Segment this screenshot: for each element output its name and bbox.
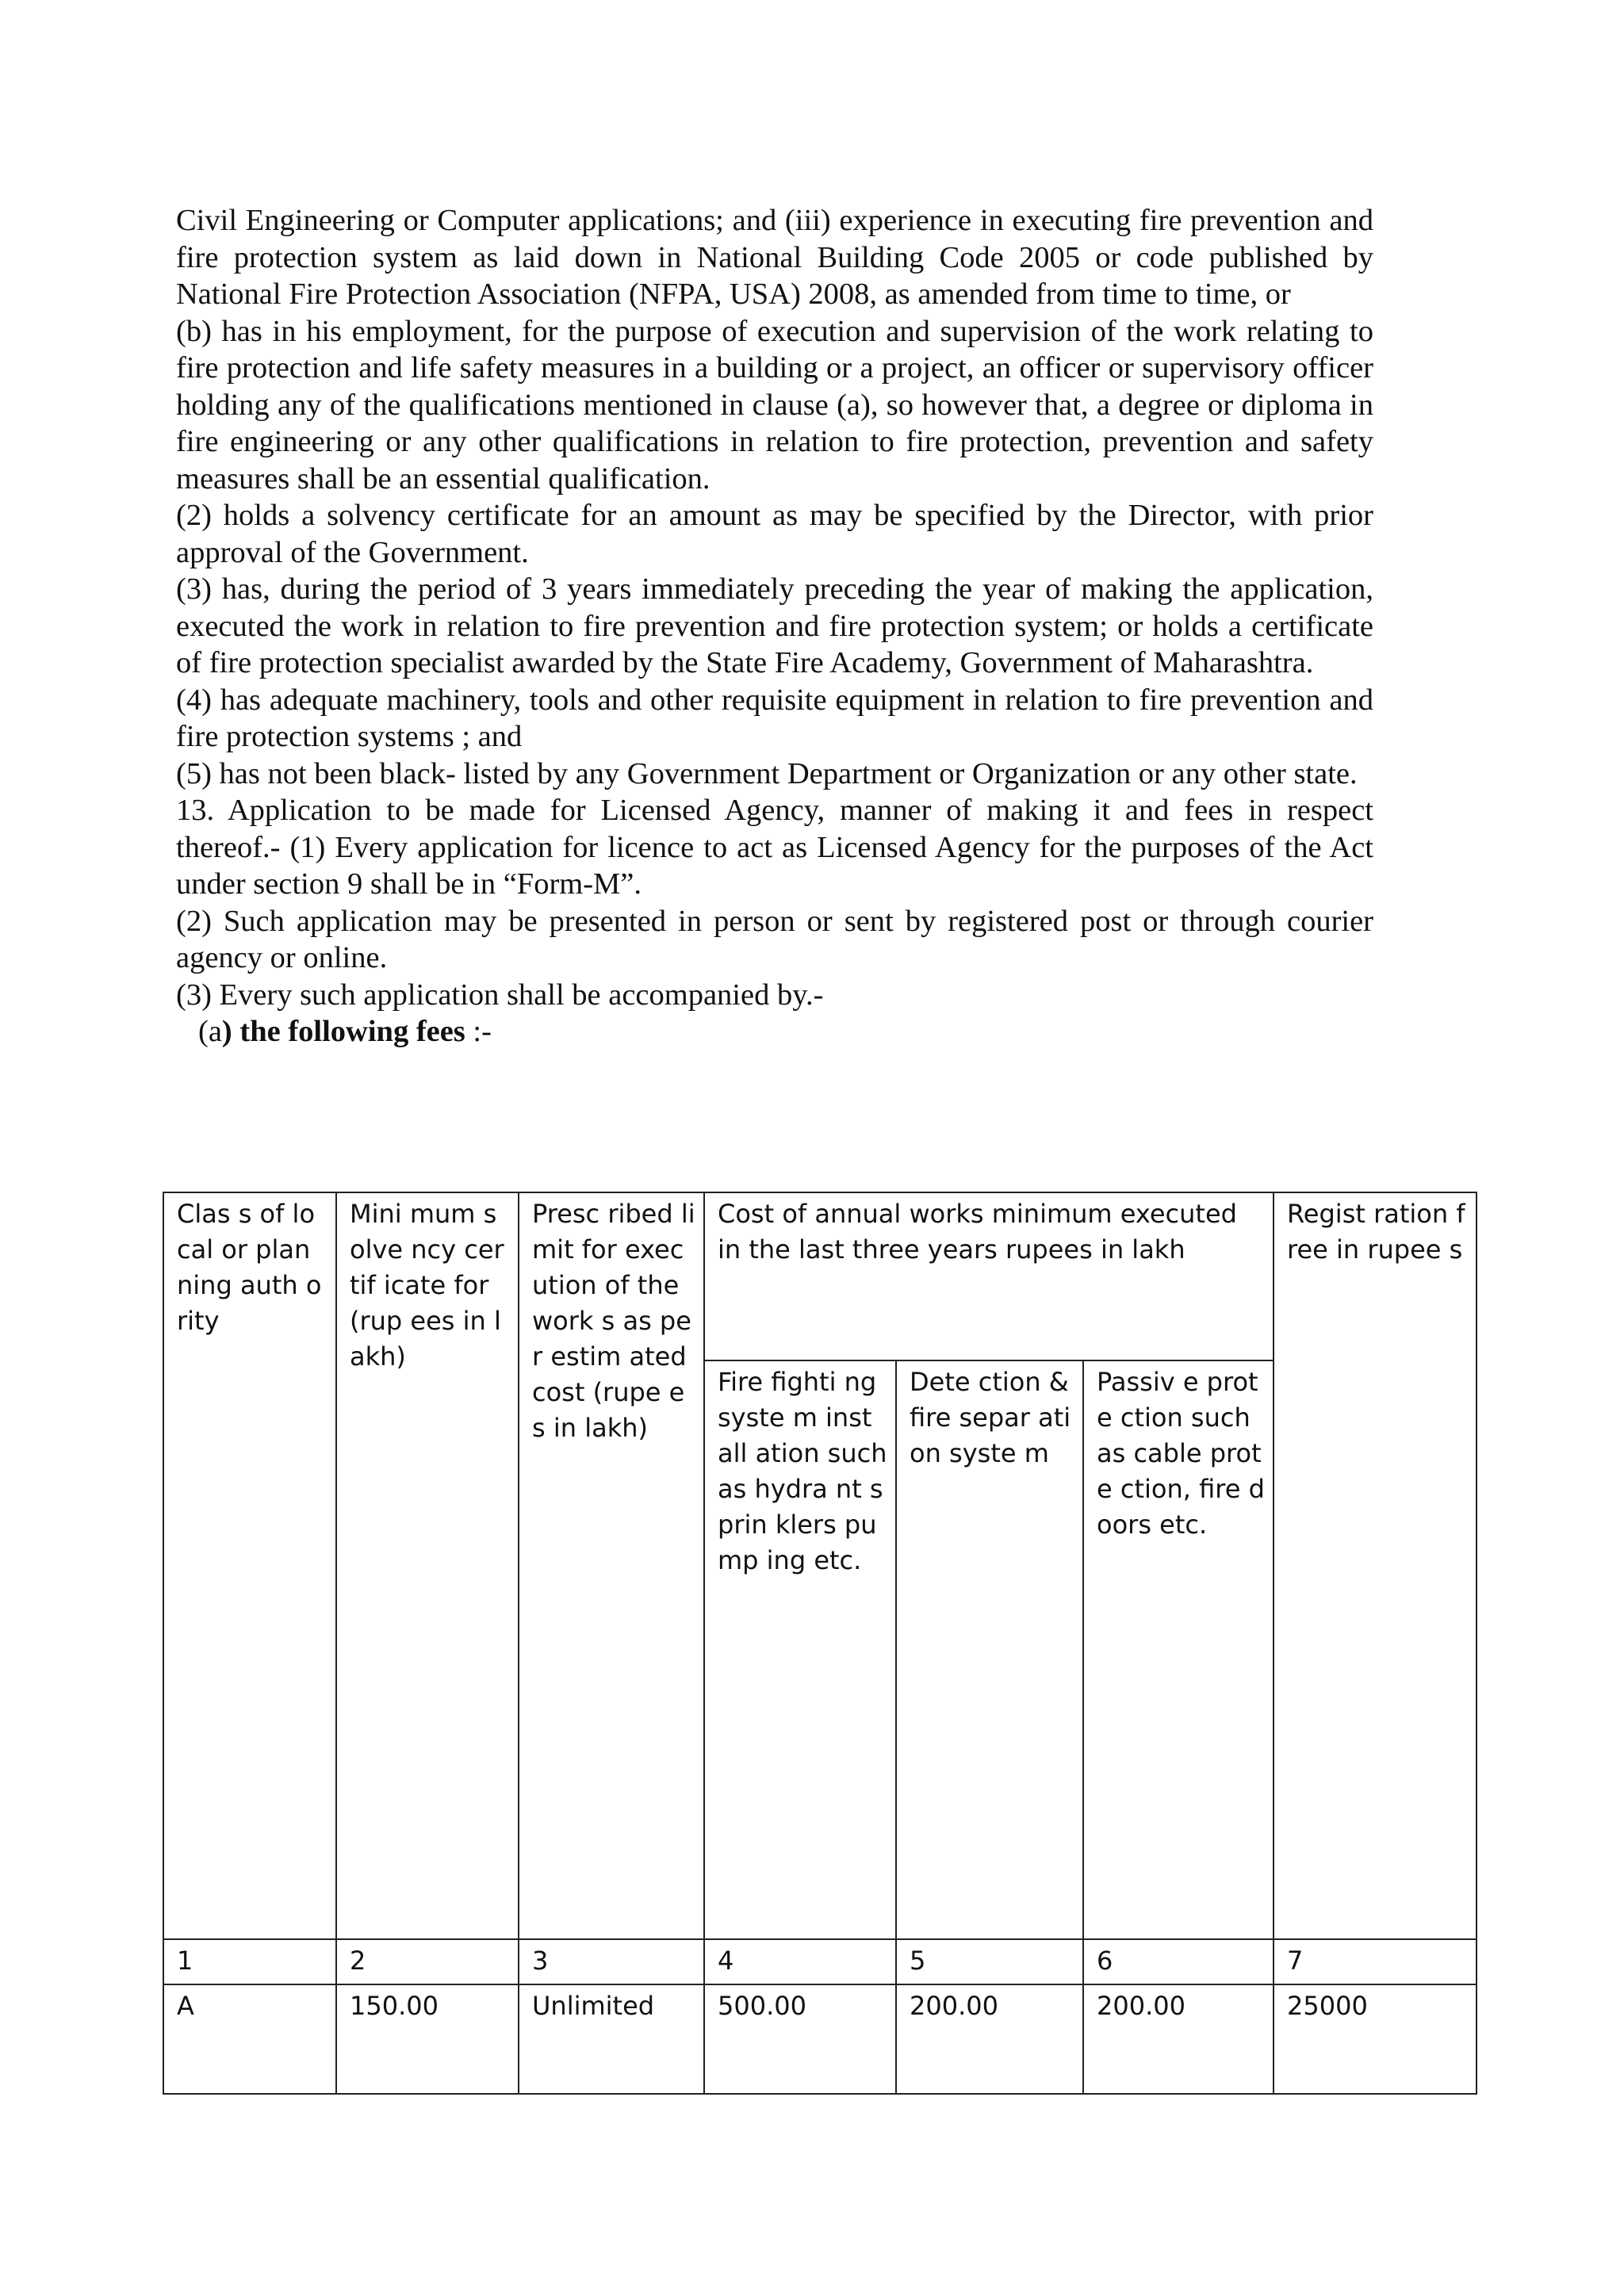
paragraph: (4) has adequate machinery, tools and other requisite equipment in relation to fire prevention and fire protection systems ; and xyxy=(176,683,1373,753)
table-cell: 5 xyxy=(896,1939,1083,1984)
header-passive: Passiv e prote ction such as cable prote ction, fire doors etc. xyxy=(1083,1360,1274,1939)
header-min-solvency: Mini mum solve ncy certif icate for (rup ees in lakh) xyxy=(336,1192,519,1939)
paragraph: (b) has in his employment, for the purpose of execution and supervision of the work relating to fire protection and life safety measures in a building or a project, an officer or supervisory officer holding any of the qualifications mentioned in clause (a), so however that, a degree or diploma in fire engineering or any other qualifications in relation to fire protection, prevention and safety measures shall be an essential qualification. xyxy=(176,314,1373,496)
header-detection: Dete ction & fire separ ation syste m xyxy=(896,1360,1083,1939)
header-class: Clas s of local or plan ning auth ority xyxy=(163,1192,336,1939)
fees-line-suffix: :- xyxy=(465,1015,492,1048)
table-cell: 200.00 xyxy=(896,1984,1083,2094)
table-cell: 6 xyxy=(1083,1939,1274,1984)
fees-line-bold: ) the following fees xyxy=(221,1015,465,1048)
table-cell: 3 xyxy=(519,1939,704,1984)
paragraph: (2) holds a solvency certificate for an amount as may be specified by the Director, with prior approval of the Government. xyxy=(176,499,1373,569)
paragraph: 13. Application to be made for Licensed Agency, manner of making it and fees in respect thereof.- (1) Every application for licence to act as Licensed Agency for the purposes of the Act under section 9 shall be in “Form-M”. xyxy=(176,794,1373,901)
table-cell: 25000 xyxy=(1274,1984,1477,2094)
header-fire-fighting: Fire fighti ng syste m install ation such as hydra nt sprin klers pump ing etc. xyxy=(704,1360,896,1939)
table-cell: Unlimited xyxy=(519,1984,704,2094)
table-header-row xyxy=(163,1192,1477,1360)
paragraph: (3) Every such application shall be accompanied by.- xyxy=(176,978,824,1012)
table-cell: 500.00 xyxy=(704,1984,896,2094)
table-cell: 2 xyxy=(336,1939,519,1984)
table-cell: 200.00 xyxy=(1083,1984,1274,2094)
header-registration: Regist ration free in rupee s xyxy=(1274,1192,1477,1939)
document-body xyxy=(176,202,1373,1050)
table-cell: A xyxy=(163,1984,336,2094)
table-cell: 7 xyxy=(1274,1939,1477,1984)
table-numbering-row xyxy=(163,1939,1477,1984)
table-row xyxy=(163,1984,1477,2094)
fees-line-prefix: (a xyxy=(198,1015,222,1048)
fees-line xyxy=(176,1013,1373,1050)
paragraph: Civil Engineering or Computer applications; and (iii) experience in executing fire prevention and fire protection system as laid down in National Building Code 2005 or code published by National Fire Protection Association (NFPA, USA) 2008, as amended from time to time, or xyxy=(176,204,1373,311)
table-cell: 150.00 xyxy=(336,1984,519,2094)
table-cell: 4 xyxy=(704,1939,896,1984)
paragraph: (2) Such application may be presented in person or sent by registered post or through courier agency or online. xyxy=(176,904,1373,974)
table-cell: 1 xyxy=(163,1939,336,1984)
header-cost-group: Cost of annual works minimum executed in the last three years rupees in lakh xyxy=(704,1192,1274,1360)
paragraph: (5) has not been black- listed by any Government Department or Organization or any other state. xyxy=(176,756,1358,790)
header-prescribed-limit: Presc ribed limit for exec ution of the work s as per estim ated cost (rupe es in lakh) xyxy=(519,1192,704,1939)
paragraph: (3) has, during the period of 3 years immediately preceding the year of making the application, executed the work in relation to fire prevention and fire protection system; or holds a certificate of fire protection specialist awarded by the State Fire Academy, Government of Maharashtra. xyxy=(176,572,1373,679)
fees-table xyxy=(163,1192,1477,2095)
